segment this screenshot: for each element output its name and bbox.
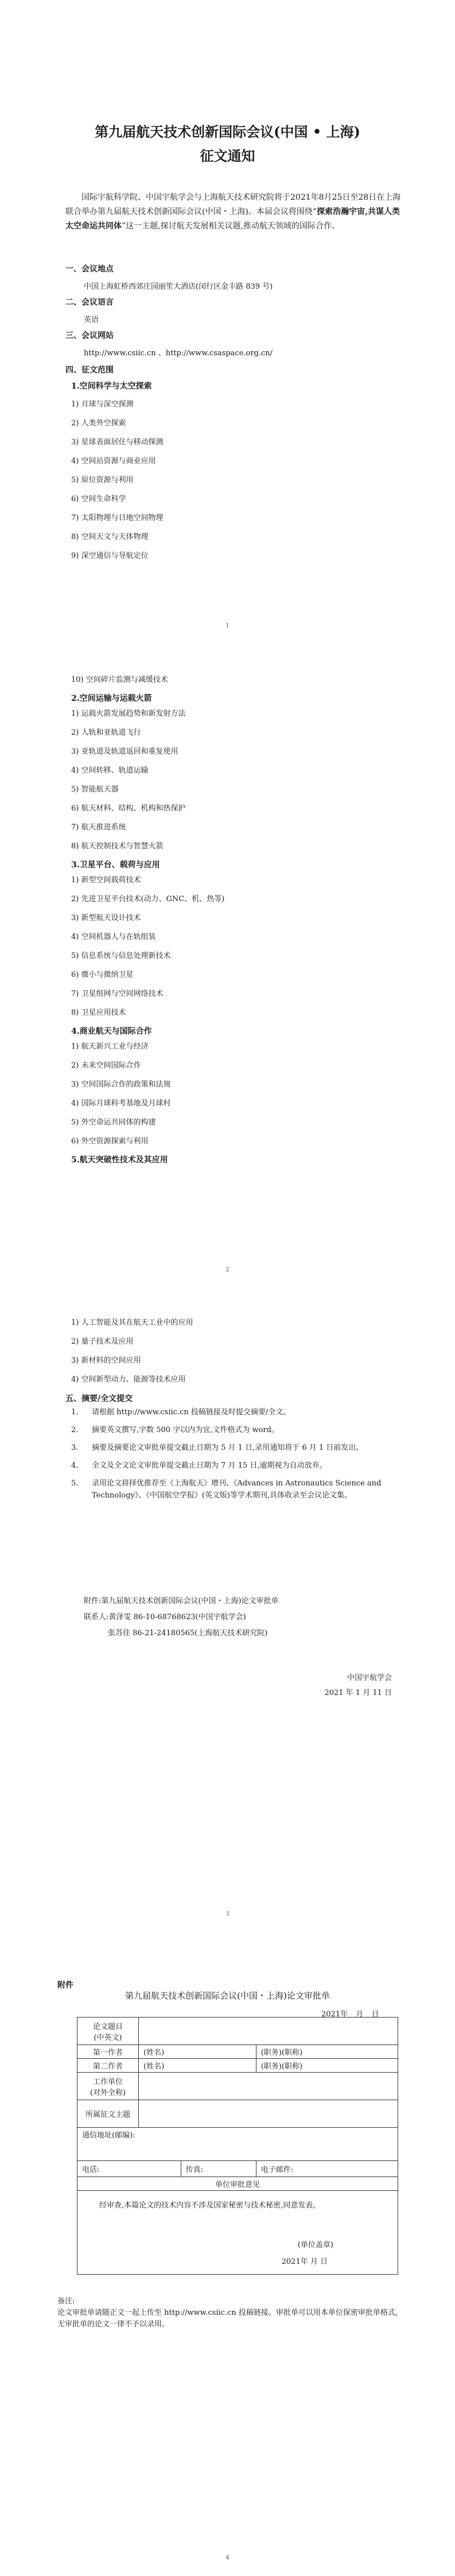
section-heading-venue: 一、会议地点 bbox=[65, 265, 114, 274]
list-item: 4. 全文及全文论文审批单提交截止日期为 7 月 15 日,逾期视为自动放弃。 bbox=[71, 1461, 327, 1470]
list-item: 1) 新型空间载荷技术 bbox=[71, 876, 141, 884]
list-item: 2) 未来空间国际合作 bbox=[71, 1061, 141, 1070]
list-item: 3) 星球表面居住与移动探测 bbox=[71, 438, 164, 447]
list-item: 6) 外空资源探索与利用 bbox=[71, 1137, 149, 1146]
page-1 bbox=[0, 0, 455, 644]
topic-group-5-list bbox=[71, 1313, 193, 1389]
signature-org: 中国宇航学会 bbox=[347, 1674, 392, 1682]
topic-group-2-title: 2.空间运输与运载火箭 bbox=[71, 694, 152, 703]
page-2 bbox=[0, 644, 455, 1288]
page-title: 第九届航天技术创新国际会议(中国 • 上海) bbox=[95, 123, 360, 140]
contact-line-1: 联系人:黄泽雯 86-10-68768623(中国宇航学会) bbox=[84, 1613, 246, 1621]
topic-group-4-list bbox=[71, 1037, 170, 1151]
approval-form-table bbox=[77, 2017, 398, 2275]
list-item: 10) 空间碎片监测与减缓技术 bbox=[71, 676, 168, 684]
topic-group-5-title: 5.航天突破性技术及其应用 bbox=[71, 1155, 168, 1165]
topic-group-1-title: 1.空间科学与太空探索 bbox=[71, 382, 152, 391]
second-author-label: 第二作者 bbox=[77, 2059, 139, 2073]
list-item: 5) 原位资源与利用 bbox=[71, 476, 134, 484]
second-author-name-field[interactable]: (姓名) bbox=[139, 2059, 256, 2073]
list-item: 1) 运载火箭发展趋势和新发射方法 bbox=[71, 709, 186, 718]
form-title: 第九届航天技术创新国际会议(中国・上海)论文审批单 bbox=[125, 1991, 330, 2001]
attachment-label: 附件 bbox=[57, 1981, 73, 1990]
opinion-text: 经审查,本篇论文的技术内容不涉及国家秘密与技术秘密,同意发表。 bbox=[99, 2201, 321, 2210]
section-heading-submission: 五、摘要/全文提交 bbox=[65, 1394, 133, 1403]
work-unit-field[interactable] bbox=[139, 2073, 398, 2100]
page-number: 3 bbox=[225, 1911, 230, 1917]
topic-field[interactable] bbox=[139, 2100, 398, 2128]
page-number: 2 bbox=[225, 1267, 230, 1273]
list-item: 5) 信息系统与信息处理新技术 bbox=[71, 952, 171, 960]
topic-group-1-list-continued bbox=[71, 670, 168, 689]
website-links[interactable]: http://www.csiic.cn 、http://www.csaspace.org.cn/ bbox=[84, 349, 273, 358]
list-item: 4) 国际月球科考基地及月球村 bbox=[71, 1099, 171, 1108]
contact-line-2: 张苏佳 86-21-24180565(上海航天技术研究院) bbox=[108, 1629, 268, 1638]
topic-group-3-title: 3.卫星平台、载荷与应用 bbox=[71, 860, 160, 870]
address-field[interactable]: 通信地址(邮编): bbox=[77, 2128, 398, 2161]
work-unit-label: 工作单位 (对外全称) bbox=[77, 2073, 139, 2100]
intro-paragraph: 国际宇航科学院、中国宇航学会与上海航天技术研究院将于2021年8月25日至28日在上海联合举办第九届航天技术创新国际会议(中国・上海)。本届会议将围绕“探索浩瀚宇宙,共谋人类太空命运共同体”这一主题,探讨航天发展相关议题,推动航天领域的国际合作。 bbox=[65, 193, 401, 231]
notes-text: 论文审批单请随正文一起上传至 http://www.csiic.cn 投稿链接。审批单可以用本单位保密审批单格式,无审批单的论文一律不予以录用。 bbox=[57, 2309, 398, 2329]
list-item: 3) 新型航天设计技术 bbox=[71, 914, 141, 922]
list-item: 9) 深空通信与导航定位 bbox=[71, 552, 149, 560]
section-heading-website: 三、会议网站 bbox=[65, 331, 114, 340]
topic-group-4-title: 4.商业航天与国际合作 bbox=[71, 1027, 152, 1036]
stamp-label: (单位盖章) bbox=[297, 2241, 333, 2249]
list-item: 3) 亚轨道及轨道返回和重复使用 bbox=[71, 747, 178, 756]
stamp-date: 2021年 月 日 bbox=[281, 2257, 328, 2266]
list-item: 2) 人轨和亚轨道飞行 bbox=[71, 728, 141, 737]
list-item: 2) 量子技术及应用 bbox=[71, 1337, 134, 1346]
language-text: 英语 bbox=[84, 316, 99, 324]
topic-group-3-list bbox=[71, 871, 224, 1022]
page-number: 4 bbox=[225, 2555, 230, 2561]
list-item: 1) 航天新兴工业与经济 bbox=[71, 1042, 149, 1051]
list-item: 7) 卫星组网与空间网络技术 bbox=[71, 990, 164, 998]
list-item: 6) 空间生命科学 bbox=[71, 495, 126, 503]
signature-date: 2021 年 1 月 11 日 bbox=[324, 1689, 392, 1697]
attachment-line: 附件:第九届航天技术创新国际会议(中国・上海)论文审批单 bbox=[84, 1597, 279, 1605]
list-item: 4) 空间站资源与商业应用 bbox=[71, 457, 156, 465]
list-item: 3) 空间国际合作的政策和法规 bbox=[71, 1080, 171, 1089]
list-item: 1) 人工智能及其在航天工业中的应用 bbox=[71, 1318, 193, 1327]
list-item: 5) 智能航天器 bbox=[71, 785, 119, 794]
page-3 bbox=[0, 1288, 455, 1932]
list-item: 8) 卫星应用技术 bbox=[71, 1008, 126, 1017]
list-item: 4) 空间机器人与在轨组装 bbox=[71, 933, 156, 941]
list-item: 1) 月球与深空探测 bbox=[71, 400, 134, 409]
list-item: 7) 航天推进系统 bbox=[71, 823, 126, 832]
list-item: 2) 先进卫星平台技术(动力、GNC、机、热等) bbox=[71, 895, 225, 903]
conference-theme: 探索浩瀚宇宙,共谋人类太空命运共同体 bbox=[65, 207, 400, 231]
topic-label: 所属征文主题 bbox=[77, 2100, 139, 2128]
list-item: 5) 外空命运共同体的构建 bbox=[71, 1118, 156, 1127]
list-item: 4) 空间转移、轨道运输 bbox=[71, 766, 149, 775]
paper-title-field[interactable] bbox=[139, 2018, 398, 2045]
opinion-box bbox=[77, 2191, 398, 2275]
email-field[interactable]: 电子邮件: bbox=[256, 2161, 398, 2177]
list-item: 6) 航天材料、结构、机构和热保护 bbox=[71, 804, 186, 813]
first-author-name-field[interactable]: (姓名) bbox=[139, 2045, 256, 2059]
list-item: 8) 航天控制技术与智慧火箭 bbox=[71, 842, 164, 851]
fax-field[interactable]: 传真: bbox=[181, 2161, 256, 2177]
section-heading-topics: 四、征文范围 bbox=[65, 366, 114, 375]
notes-title: 备注: bbox=[57, 2297, 75, 2306]
page-number: 1 bbox=[225, 623, 230, 629]
page-subtitle: 征文通知 bbox=[200, 148, 255, 164]
form-date: 2021年 月 日 bbox=[321, 2010, 379, 2019]
list-item: 4) 空间新型动力、能源等技术应用 bbox=[71, 1375, 186, 1384]
list-item: 7) 太阳物理与日地空间物理 bbox=[71, 514, 164, 522]
topic-group-1-list bbox=[71, 395, 163, 565]
first-author-label: 第一作者 bbox=[77, 2045, 139, 2059]
section-heading-language: 二、会议语言 bbox=[65, 298, 114, 307]
page-4 bbox=[0, 1932, 455, 2576]
list-item: 1. 请根据 http://www.csiic.cn 投稿链接及时提交摘要/全文。 bbox=[71, 1408, 291, 1417]
list-item: 2) 人类外空探索 bbox=[71, 419, 126, 428]
paper-title-label: 论文题目 (中英文) bbox=[77, 2018, 139, 2045]
list-item: 5. 录用论文将择优推荐至《上海航天》增刊、《Advances in Astronautics Science and Technology》、《中国航空学报》(英文版)等学术期刊,具体收录至会议论文集。 bbox=[71, 1479, 382, 1500]
topic-group-2-list bbox=[71, 704, 185, 856]
list-item: 3. 摘要及摘要论文审批单提交截止日期为 5 月 1 日,录用通知将于 6 月 1 日前发出。 bbox=[71, 1444, 364, 1452]
phone-field[interactable]: 电话: bbox=[77, 2161, 181, 2177]
list-item: 3) 新材料的空间应用 bbox=[71, 1356, 141, 1365]
list-item: 8) 空间天文与天体物理 bbox=[71, 533, 149, 541]
opinion-title: 单位审批意见 bbox=[77, 2177, 398, 2191]
submission-list bbox=[71, 1406, 410, 1507]
list-item: 6) 微小与微纳卫星 bbox=[71, 971, 134, 979]
first-author-position-field[interactable]: (职务)(职称) bbox=[256, 2045, 398, 2059]
second-author-position-field[interactable]: (职务)(职称) bbox=[256, 2059, 398, 2073]
list-item: 2. 摘要英文撰写,字数 500 字以内为宜,文件格式为 word。 bbox=[71, 1426, 279, 1434]
venue-text: 中国上海虹桥西郊庄园丽笙大酒店(闵行区金丰路 839 号) bbox=[84, 282, 273, 291]
